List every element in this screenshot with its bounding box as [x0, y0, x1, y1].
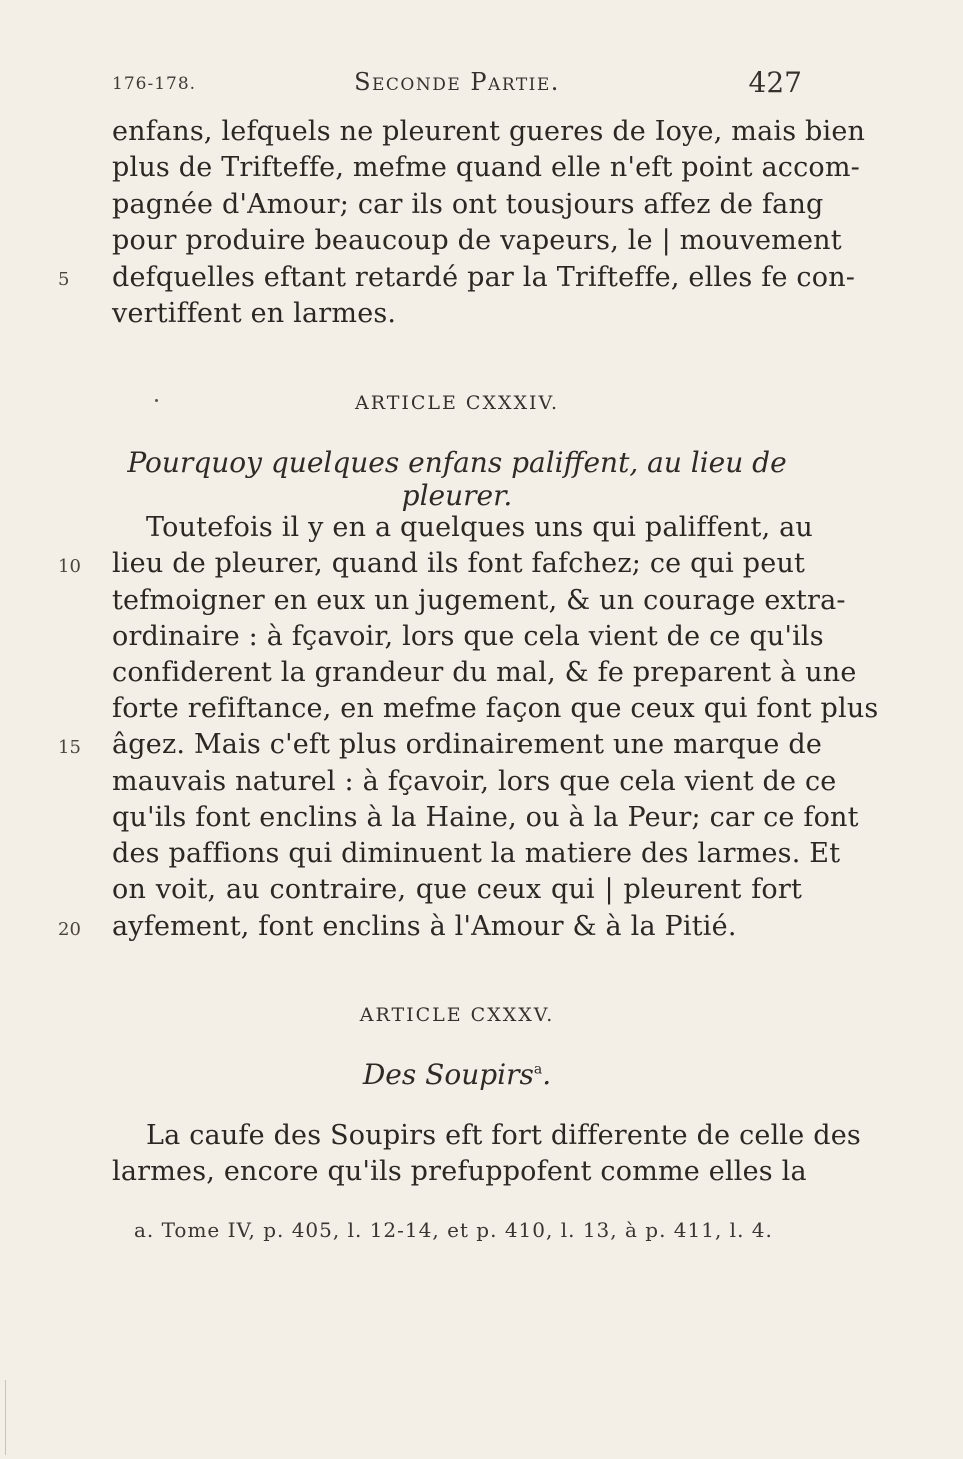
line-number: 5 [58, 269, 70, 290]
line-number: 10 [58, 556, 81, 577]
article-heading: ARTICLE CXXXV. [359, 1004, 555, 1026]
text-line: ordinaire : à fçavoir, lors que cela vient de ce qu'ils [112, 621, 824, 652]
line-number: 20 [58, 919, 81, 940]
article-subtitle-text: Des Soupirs [362, 1058, 534, 1091]
text-line: on voit, au contraire, que ceux qui | pleurent fort [112, 874, 802, 905]
text-line: des paffions qui diminuent la matiere des larmes. Et [112, 838, 841, 869]
text-line: La caufe des Soupirs eft fort differente de celle des [146, 1120, 861, 1151]
text-line: âgez. Mais c'eft plus ordinairement une marque de [112, 729, 822, 760]
page-number: 427 [748, 66, 802, 99]
running-header [112, 64, 802, 98]
text-line: lieu de pleurer, quand ils font fafchez; ce qui peut [112, 548, 806, 579]
article-range: 176-178. [112, 74, 197, 94]
line-number: 15 [58, 737, 81, 758]
text-line: mauvais naturel : à fçavoir, lors que cela vient de ce [112, 766, 837, 797]
text-line: vertiffent en larmes. [112, 298, 397, 329]
text-line: confiderent la grandeur du mal, & fe preparent à une [112, 657, 857, 688]
text-line: forte refiftance, en mefme façon que ceux qui font plus [112, 693, 879, 724]
running-title: Seconde Partie. [354, 68, 560, 96]
text-line: plus de Trifteffe, mefme quand elle n'eft point accom- [112, 152, 860, 183]
page-edge-mark [5, 1380, 6, 1455]
text-line: larmes, encore qu'ils prefuppofent comme elles la [112, 1156, 807, 1187]
text-line: Toutefois il y en a quelques uns qui paliffent, au [146, 512, 814, 543]
text-line: ayfement, font enclins à l'Amour & à la Pitié. [112, 911, 737, 942]
text-line: defquelles eftant retardé par la Trifteffe, elles fe con- [112, 262, 856, 293]
article-subtitle: Des Soupirs$^a$. [362, 1058, 552, 1091]
text-line: tefmoigner en eux un jugement, & un courage extra- [112, 585, 846, 616]
footnote: a. Tome IV, p. 405, l. 12-14, et p. 410, l. 13, à p. 411, l. 4. [134, 1218, 773, 1242]
article-subtitle: Pourquoy quelques enfans paliffent, au lieu de pleurer. [127, 446, 787, 512]
article-heading: ARTICLE CXXXIV. [355, 392, 559, 414]
text-line: pour produire beaucoup de vapeurs, le | mouvement [112, 225, 842, 256]
text-line: pagnée d'Amour; car ils ont tousjours affez de fang [112, 189, 824, 220]
text-line: qu'ils font enclins à la Haine, ou à la Peur; car ce font [112, 802, 859, 833]
footnote-marker: a [533, 1061, 543, 1078]
text-line: enfans, lefquels ne pleurent gueres de Ioye, mais bien [112, 116, 866, 147]
